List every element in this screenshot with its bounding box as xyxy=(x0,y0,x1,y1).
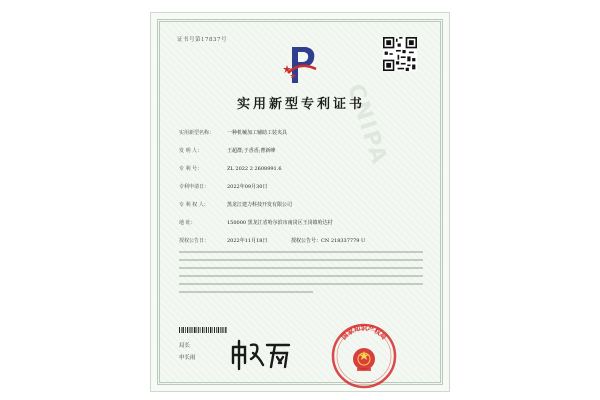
field-application-date xyxy=(179,183,267,190)
field-label: 专利申请日： xyxy=(179,184,210,190)
barcode-icon xyxy=(179,327,227,333)
field-value: 一种机械加工辅助工装夹具 xyxy=(227,130,288,136)
field-grant-date xyxy=(179,237,365,244)
field-label: 实用新型名称： xyxy=(179,130,215,136)
text-line xyxy=(179,267,423,269)
field-label: 授权公告日： xyxy=(179,238,210,244)
grant-publication-number: 授权公告号：CN 218337779 U xyxy=(291,238,366,244)
field-value: ZL 2022 2 2608991.6 xyxy=(227,166,282,172)
text-line xyxy=(179,283,423,285)
cnipa-logo-icon xyxy=(282,43,322,87)
field-value: 王超群;于香香;曹新峰 xyxy=(227,148,276,154)
director-name: 申长雨 xyxy=(179,355,196,361)
field-address xyxy=(179,219,333,226)
field-inventors xyxy=(179,147,275,154)
text-line xyxy=(179,291,313,293)
field-label: 地 址： xyxy=(179,220,196,226)
field-utility-model-name xyxy=(179,129,287,136)
official-seal xyxy=(331,323,397,389)
patent-certificate xyxy=(150,12,450,392)
field-label: 专 利 号： xyxy=(179,166,203,172)
director-signature xyxy=(229,337,293,371)
field-label: 专 利 权 人： xyxy=(179,202,209,208)
seal-text: 国家知识产权局 xyxy=(339,324,389,342)
qr-code-icon xyxy=(383,37,417,71)
certificate-body-text xyxy=(179,251,423,299)
field-label: 发 明 人： xyxy=(179,148,203,154)
field-value: 150000 黑龙江省哈尔滨市南岗区王岗镇哈达村 xyxy=(227,220,333,226)
director-title: 局长 xyxy=(179,343,191,349)
text-line xyxy=(179,275,423,277)
cnipa-watermark: CNIPA xyxy=(342,81,392,169)
text-line xyxy=(179,251,423,253)
svg-text:国家知识产权局 xyxy=(339,323,388,342)
field-patent-number xyxy=(179,165,282,172)
field-patentee xyxy=(179,201,292,208)
field-value: 2022年11月18日 xyxy=(227,238,268,244)
field-value: 黑龙江建力科技开发有限公司 xyxy=(227,202,293,208)
certificate-number: 证书号第17837号 xyxy=(177,37,227,43)
text-line xyxy=(179,259,423,261)
field-value: 2022年09月30日 xyxy=(227,184,268,190)
certificate-title: 实用新型专利证书 xyxy=(236,97,365,112)
